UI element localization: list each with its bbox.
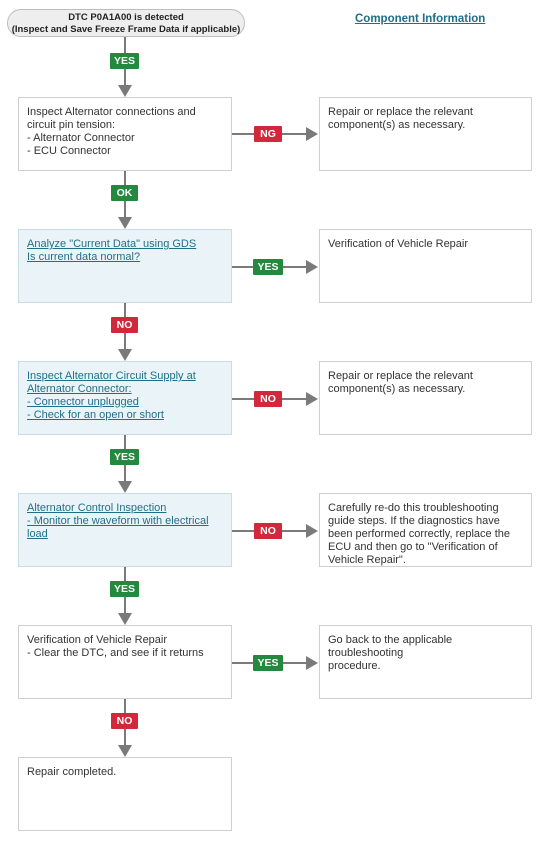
step-2-box <box>18 229 232 303</box>
step-3-link[interactable]: Alternator Connector: <box>27 383 132 395</box>
step-3-box <box>18 361 232 435</box>
step-5-box <box>18 625 232 699</box>
arrow-right-icon <box>306 260 318 274</box>
decision-badge: YES <box>253 259 283 275</box>
result-3-line: Repair or replace the relevant <box>328 370 473 382</box>
arrow-right-icon <box>306 656 318 670</box>
result-4-box <box>319 493 532 567</box>
start-line-2: (Inspect and Save Freeze Frame Data if applicable) <box>11 24 241 35</box>
decision-badge: OK <box>111 185 138 201</box>
step-2-link[interactable]: Is current data normal? <box>27 251 141 263</box>
arrow-down-icon <box>118 349 132 361</box>
component-information-link[interactable]: Component Information <box>355 13 486 25</box>
decision-badge: NO <box>254 391 282 407</box>
step-4-box <box>18 493 232 567</box>
decision-badge: NO <box>254 523 282 539</box>
step-4-link[interactable]: load <box>27 528 48 540</box>
result-3-line: component(s) as necessary. <box>328 383 466 395</box>
arrow-down-icon <box>118 85 132 97</box>
step-1-box <box>18 97 232 171</box>
arrow-down-icon <box>118 613 132 625</box>
arrow-right-icon <box>306 524 318 538</box>
decision-badge: YES <box>110 449 139 465</box>
arrow-down-icon <box>118 745 132 757</box>
step-2-link[interactable]: Analyze "Current Data" using GDS <box>27 238 197 250</box>
step-3-link[interactable]: Inspect Alternator Circuit Supply at <box>27 370 196 382</box>
result-4-line: Vehicle Repair". <box>328 554 406 566</box>
start-line-1: DTC P0A1A00 is detected <box>68 12 184 23</box>
decision-badge: NO <box>111 317 138 333</box>
step-1-line: - ECU Connector <box>27 145 111 157</box>
step-4-link[interactable]: Alternator Control Inspection <box>27 502 167 514</box>
result-2-line: Verification of Vehicle Repair <box>328 238 469 250</box>
arrow-down-icon <box>118 481 132 493</box>
result-4-line: Carefully re-do this troubleshooting <box>328 502 499 514</box>
step-1-line: - Alternator Connector <box>27 132 135 144</box>
result-4-line: been performed correctly, replace the <box>328 528 510 540</box>
result-5-line: Go back to the applicable troubleshooting <box>328 634 453 659</box>
result-5-line: procedure. <box>328 660 381 672</box>
step-3-link[interactable]: - Check for an open or short <box>27 409 164 421</box>
result-1-line: Repair or replace the relevant <box>328 106 473 118</box>
step-5-line: Verification of Vehicle Repair <box>27 634 168 646</box>
step-1-line: circuit pin tension: <box>27 119 116 131</box>
step-4-link[interactable]: - Monitor the waveform with electrical <box>27 515 209 527</box>
result-1-line: component(s) as necessary. <box>328 119 466 131</box>
final-box <box>18 757 232 831</box>
final-text: Repair completed. <box>27 766 117 778</box>
decision-badge: NO <box>111 713 138 729</box>
step-5-line: - Clear the DTC, and see if it returns <box>27 647 204 659</box>
result-5-box <box>319 625 532 699</box>
arrow-right-icon <box>306 392 318 406</box>
step-1-line: Inspect Alternator connections and <box>27 106 196 118</box>
arrow-down-icon <box>118 217 132 229</box>
decision-badge: YES <box>110 581 139 597</box>
result-3-box <box>319 361 532 435</box>
result-2-box <box>319 229 532 303</box>
decision-badge: YES <box>253 655 283 671</box>
decision-badge: YES <box>110 53 139 69</box>
result-4-line: guide steps. If the diagnostics have <box>328 515 500 527</box>
start-node <box>7 9 245 37</box>
step-3-link[interactable]: - Connector unplugged <box>27 396 139 408</box>
result-4-line: ECU and then go to "Verification of <box>328 541 498 553</box>
decision-badge: NG <box>254 126 282 142</box>
arrow-right-icon <box>306 127 318 141</box>
result-1-box <box>319 97 532 171</box>
